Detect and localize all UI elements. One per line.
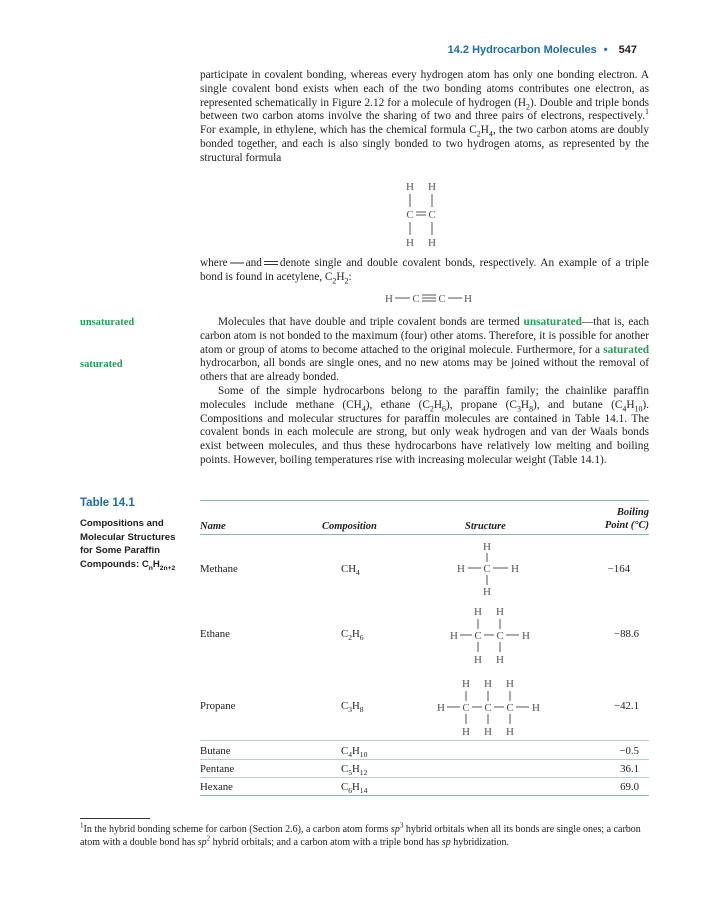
svg-text:C: C <box>483 563 491 575</box>
svg-text:H: H <box>496 654 504 666</box>
paragraph-2: where and denote single and double covalent bonds, respectively. An example of a triple bond is found in acetylene, $C_2H_2$: <box>200 257 649 286</box>
table-top-rule <box>200 500 649 501</box>
col-header-composition: Composition <box>322 521 377 532</box>
svg-text:H: H <box>462 726 470 738</box>
row-ethane-bp: −88.6 <box>614 628 639 640</box>
svg-text:H: H <box>464 293 472 305</box>
methane-structure <box>455 540 525 600</box>
paragraph-1: participate in covalent bonding, whereas every hydrogen atom has only one bonding electron. A single covalent bond exists when each of the two bonding atoms contributes one electron, as represented schematically in Figure 2.12 for a molecule of hydrogen $(H_2)$. Double and triple bonds between two carbon atoms involve the sharing of two and three pairs of electrons, respectively.$^1$ For example, in ethylene, which has the chemical formula $C_2H_4$, the two carbon atoms are doubly bonded together, and each is also singly bonded to two hydrogen atoms, as represented by the structural formula <box>200 69 650 164</box>
svg-text:H: H <box>484 726 492 738</box>
running-header <box>448 44 637 56</box>
svg-text:H: H <box>506 726 514 738</box>
row-methane-name: Methane <box>200 563 238 575</box>
acetylene-structure <box>384 290 474 306</box>
svg-text:H: H <box>450 630 458 642</box>
table-title: Compositions and Molecular Structures for Some Paraffin Compounds: $C_nH_{2n+2}$ <box>80 518 176 572</box>
row-butane-bp: −0.5 <box>619 745 639 757</box>
svg-text:H: H <box>532 702 540 714</box>
ethylene-h-tl: H <box>406 181 414 193</box>
table-bottom-rule <box>200 795 649 796</box>
row-ethane-name: Ethane <box>200 628 230 640</box>
row-pentane-composition: $C_5H_{12}$ <box>341 763 368 778</box>
col-header-name: Name <box>200 521 226 532</box>
svg-text:C: C <box>412 293 420 305</box>
row-propane-bp: −42.1 <box>614 700 639 712</box>
margin-term-saturated: saturated <box>80 359 123 370</box>
row-pentane-bp: 36.1 <box>620 763 639 775</box>
row-methane-composition: $CH_4$ <box>341 563 360 578</box>
svg-text:H: H <box>506 678 514 690</box>
row-rule-3 <box>200 777 649 778</box>
footnote-rule <box>80 818 150 819</box>
svg-text:H: H <box>385 293 393 305</box>
svg-text:H: H <box>483 586 491 598</box>
row-ethane-composition: $C_2H_6$ <box>341 628 364 643</box>
svg-text:C: C <box>496 630 504 642</box>
svg-text:H: H <box>474 606 482 618</box>
ethylene-h-bl: H <box>406 237 414 249</box>
propane-structure <box>435 676 550 738</box>
svg-text:C: C <box>438 293 446 305</box>
row-rule-2 <box>200 759 649 760</box>
footnote: $^1$In the hybrid bonding scheme for carbon (Section 2.6), a carbon atom forms $sp^3$ hybrid orbitals when all its bonds are single ones; a carbon atom with a double bond has $sp^2$ hybrid orbitals; and a carbon atom with a triple bond has sp hybridization. <box>80 821 641 848</box>
svg-text:H: H <box>462 678 470 690</box>
svg-text:H: H <box>511 563 519 575</box>
row-hexane-name: Hexane <box>200 781 233 793</box>
svg-text:H: H <box>522 630 530 642</box>
row-pentane-name: Pentane <box>200 763 235 775</box>
row-butane-name: Butane <box>200 745 231 757</box>
svg-text:H: H <box>457 563 465 575</box>
ethane-structure <box>448 604 538 666</box>
row-methane-bp: −164 <box>607 563 630 575</box>
svg-text:C: C <box>506 702 514 714</box>
row-butane-composition: $C_4H_{10}$ <box>341 745 368 760</box>
col-header-boiling-1: Boiling <box>616 507 649 518</box>
paragraph-3: Molecules that have double and triple covalent bonds are termed unsaturated—that is, each carbon atom is not bonded to the maximum (four) other atoms. Therefore, it is possible for another atom or group of atoms to become attached to the original molecule. Furthermore, for a saturated hydrocarbon, all bonds are single ones, and no new atoms may be joined without the removal of others that are already bonded. Some of the simple hydrocarbons belong to the paraffin family; the chainlike paraffin molecules include methane $(CH_4)$, ethane $(C_2H_6)$, propane $(C_3H_8)$, and butane $(C_4H_{10})$. Compositions and molecular structures for paraffin molecules are contained in Table 14.1. The covalent bonds in each molecule are strong, but only weak hydrogen and van der Waals bonds exist between molecules, and thus these hydrocarbons have relatively low melting and boiling points. However, boiling temperatures rise with increasing molecular weight (Table 14.1). <box>200 316 650 466</box>
row-rule-1 <box>200 740 649 741</box>
table-header-rule <box>200 534 649 535</box>
table-number: Table 14.1 <box>80 497 135 509</box>
double-bond-symbol <box>262 259 280 267</box>
single-bond-symbol <box>228 259 246 267</box>
svg-text:C: C <box>484 702 492 714</box>
ethylene-c-left: C <box>406 209 414 221</box>
col-header-boiling-2: Point (°C) <box>604 520 649 531</box>
svg-text:H: H <box>474 654 482 666</box>
svg-text:H: H <box>484 678 492 690</box>
svg-text:H: H <box>483 541 491 553</box>
svg-text:H: H <box>496 606 504 618</box>
row-hexane-bp: 69.0 <box>620 781 639 793</box>
row-hexane-composition: $C_6H_{14}$ <box>341 781 368 796</box>
ethylene-c-right: C <box>428 209 436 221</box>
svg-text:C: C <box>462 702 470 714</box>
bullet-separator: • <box>603 44 608 56</box>
ethylene-h-tr: H <box>428 181 436 193</box>
row-propane-composition: $C_3H_8$ <box>341 700 364 715</box>
ethylene-h-br: H <box>428 237 436 249</box>
svg-text:C: C <box>474 630 482 642</box>
margin-term-unsaturated: unsaturated <box>80 317 135 328</box>
svg-text:H: H <box>437 702 445 714</box>
table-caption <box>80 497 190 571</box>
section-title: 14.2 Hydrocarbon Molecules <box>447 44 597 56</box>
ethylene-structure <box>395 180 455 250</box>
page-number: 547 <box>618 44 637 56</box>
col-header-structure: Structure <box>465 521 506 532</box>
row-propane-name: Propane <box>200 700 236 712</box>
